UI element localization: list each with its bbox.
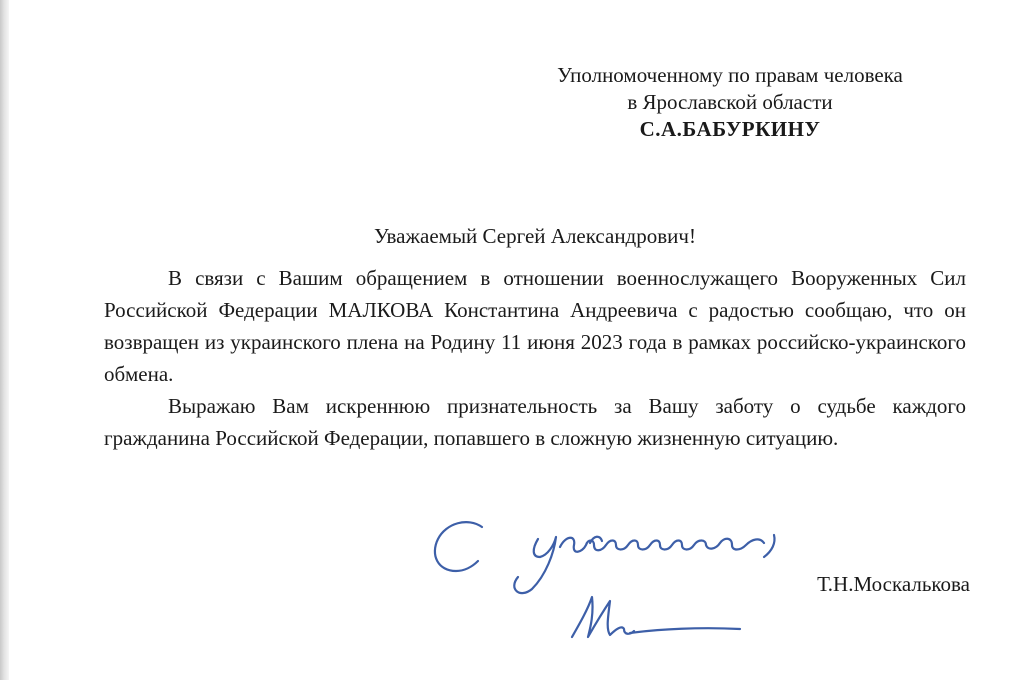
addressee-title: Уполномоченному по правам человека bbox=[557, 63, 903, 87]
addressee-region: в Ярославской области bbox=[627, 90, 833, 114]
greeting: Уважаемый Сергей Александрович! bbox=[374, 224, 696, 248]
signer-name: Т.Н.Москалькова bbox=[817, 572, 970, 596]
handwritten-signature bbox=[420, 505, 800, 680]
letter-body bbox=[104, 262, 966, 454]
paragraph-2: Выражаю Вам искреннюю признательность за Вашу заботу о судьбе каждого гражданина Российской Федерации, попавшего в сложную жизненную ситуацию. bbox=[104, 394, 966, 450]
paragraph-1: В связи с Вашим обращением в отношении военнослужащего Вооруженных Сил Российской Федерации МАЛКОВА Константина Андреевича с радостью сообщаю, что он возвращен из украинского плена на Родину 11 июня 2023 года в рамках российско-украинского обмена. bbox=[104, 266, 966, 386]
addressee-block bbox=[500, 62, 960, 143]
addressee-name: С.А.БАБУРКИНУ bbox=[639, 117, 821, 141]
page-edge-shadow bbox=[0, 0, 9, 680]
